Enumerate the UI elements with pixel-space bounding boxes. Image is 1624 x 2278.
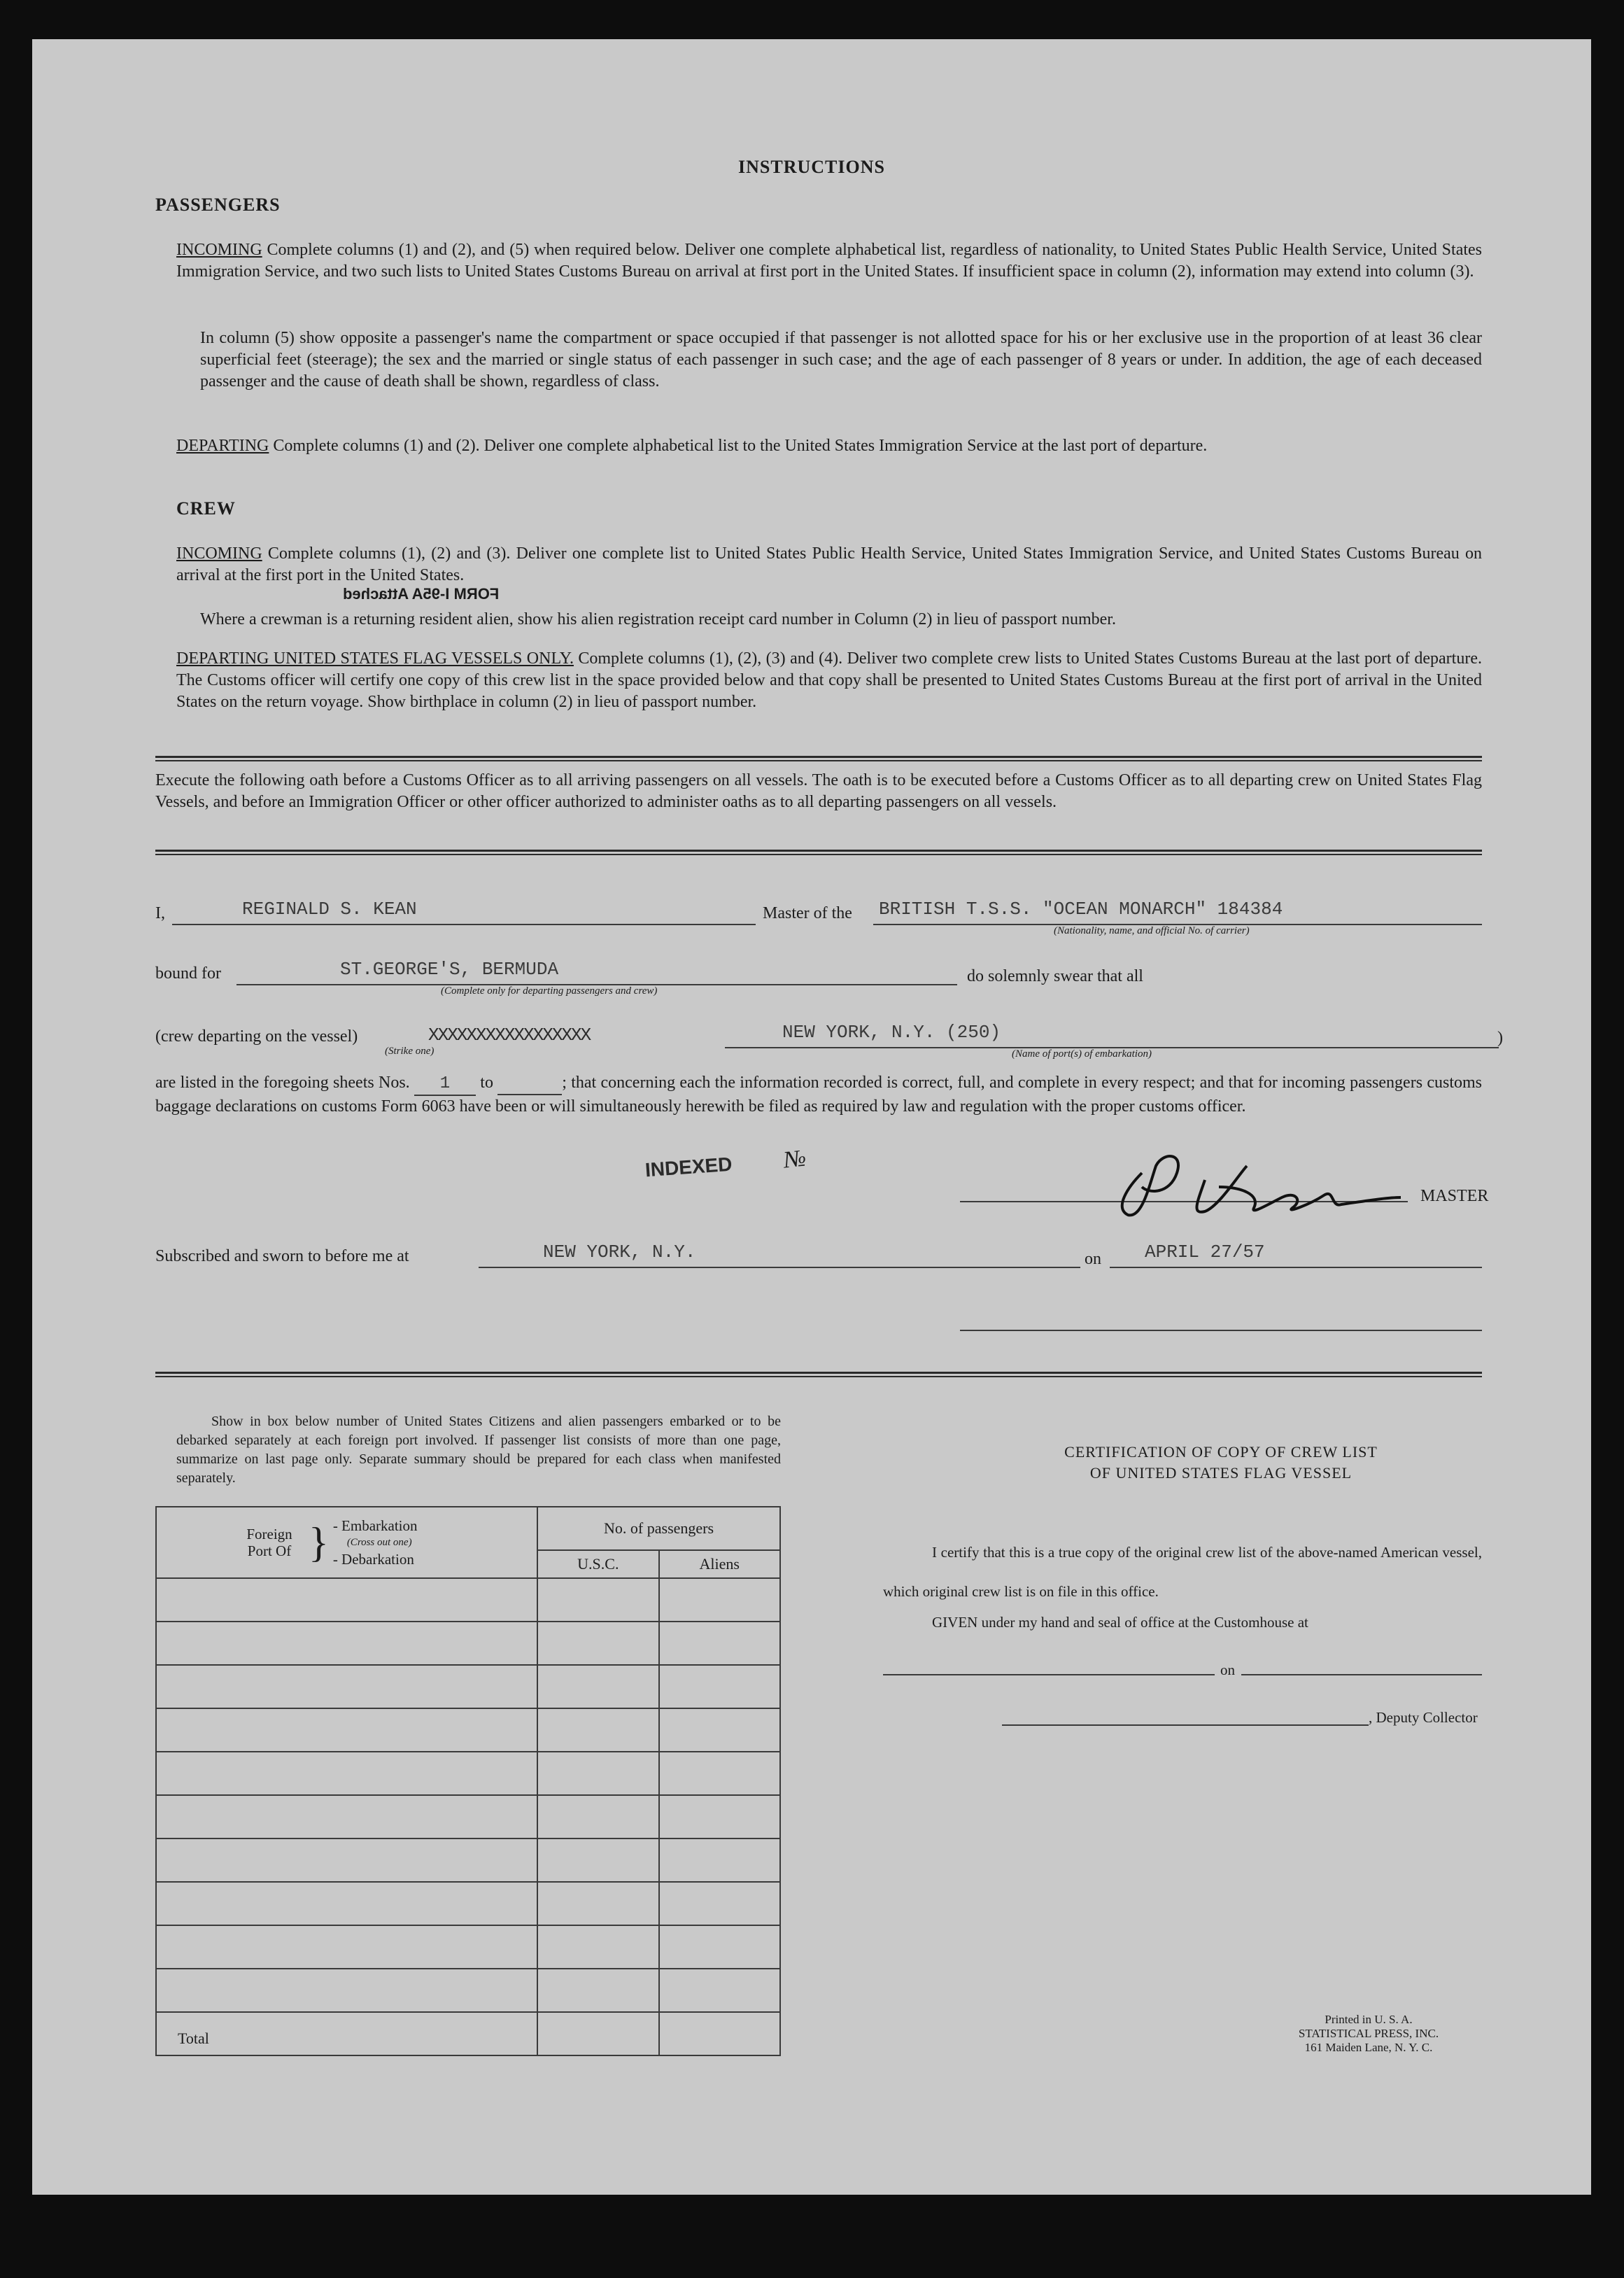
certify-text: I certify that this is a true copy of the original crew list of the above-named American vessel, which original crew list is on file in this office. bbox=[883, 1544, 1482, 1600]
cert-date-line[interactable] bbox=[1241, 1674, 1482, 1675]
aliens-cell[interactable] bbox=[659, 1969, 780, 2012]
crew-alien-text: Where a crewman is a returning resident alien, show his alien registration receipt card number in Column (2) in lieu of passport number. bbox=[200, 610, 1116, 628]
certification-title-line2: OF UNITED STATES FLAG VESSEL bbox=[1089, 1464, 1353, 1482]
customhouse-line[interactable] bbox=[883, 1674, 1215, 1675]
listed-rest: ; that concerning each the information recorded is correct, full, and complete in every respect; and that for incoming passengers customs baggage declarations on customs Form 6063 have been or will simultaneously herewith be filed as required by law and regulation with the proper customs officer. bbox=[155, 1074, 1483, 1116]
divider bbox=[155, 854, 1482, 855]
passenger-summary-table bbox=[155, 1506, 781, 2056]
usc-cell[interactable] bbox=[537, 1752, 658, 1795]
divider bbox=[155, 850, 1482, 852]
usc-header: U.S.C. bbox=[537, 1550, 658, 1578]
vessel-name: BRITISH T.S.S. "OCEAN MONARCH" 184384 bbox=[879, 899, 1283, 920]
table-row bbox=[156, 1708, 780, 1752]
subscribed-place: NEW YORK, N.Y. bbox=[543, 1242, 696, 1263]
brace-icon: } bbox=[309, 1519, 329, 1566]
table-row bbox=[156, 1622, 780, 1665]
usc-cell[interactable] bbox=[537, 1882, 658, 1925]
usc-cell[interactable] bbox=[537, 1795, 658, 1838]
table-row bbox=[156, 1925, 780, 1969]
crew-incoming-label: INCOMING bbox=[176, 544, 262, 563]
port-cell[interactable] bbox=[156, 1838, 537, 1882]
aliens-cell[interactable] bbox=[659, 1795, 780, 1838]
aliens-cell[interactable] bbox=[659, 1665, 780, 1708]
passengers-heading: PASSENGERS bbox=[155, 195, 281, 215]
aliens-cell[interactable] bbox=[659, 1622, 780, 1665]
passengers-departing-text: Complete columns (1) and (2). Deliver one complete alphabetical list to the United States Immigration Service at the last port of departure. bbox=[273, 437, 1208, 455]
cross-out-caption: (Cross out one) bbox=[346, 1537, 412, 1548]
divider bbox=[155, 1376, 1482, 1377]
indexed-initials: № bbox=[782, 1145, 807, 1174]
foreign-port-header bbox=[156, 1507, 537, 1578]
divider bbox=[155, 756, 1482, 758]
no-passengers-header: No. of passengers bbox=[537, 1507, 780, 1550]
table-row bbox=[156, 1578, 780, 1622]
printer-line2: STATISTICAL PRESS, INC. bbox=[1298, 2027, 1439, 2040]
master-label: MASTER bbox=[1420, 1187, 1489, 1205]
listed-label: are listed in the foregoing sheets Nos. bbox=[155, 1074, 410, 1092]
signature-text: R Kean bbox=[1100, 1145, 1103, 1146]
vessel-caption: (Nationality, name, and official No. of carrier) bbox=[1054, 925, 1250, 936]
subscribed-date: APRIL 27/57 bbox=[1145, 1242, 1265, 1263]
on-label: on bbox=[1085, 1250, 1101, 1268]
oath-i-label: I, bbox=[155, 904, 165, 922]
crew-incoming-text: Complete columns (1), (2) and (3). Deliver one complete list to United States Public Health Service, United States Immigration Service, and United States Customs Bureau on arrival at the first port in the United States. bbox=[176, 544, 1483, 584]
deputy-collector-label: , Deputy Collector bbox=[1369, 1709, 1478, 1726]
to-label: to bbox=[480, 1074, 493, 1092]
swear-label: do solemnly swear that all bbox=[967, 967, 1143, 985]
sheet-from: 1 bbox=[414, 1073, 476, 1096]
certification-title bbox=[960, 1442, 1482, 1484]
table-row bbox=[156, 1882, 780, 1925]
struck-out-text: XXXXXXXXXXXXXXXXX bbox=[428, 1025, 591, 1046]
port-cell[interactable] bbox=[156, 1969, 537, 2012]
embarkation-port: NEW YORK, N.Y. (250) bbox=[782, 1022, 1001, 1043]
passengers-departing-label: DEPARTING bbox=[176, 437, 269, 455]
port-cell[interactable] bbox=[156, 1882, 537, 1925]
embarkation-label: - Embarkation bbox=[332, 1517, 418, 1534]
port-cell[interactable] bbox=[156, 1708, 537, 1752]
port-cell[interactable] bbox=[156, 1795, 537, 1838]
master-name-line bbox=[172, 924, 756, 925]
sheet-to-blank bbox=[497, 1072, 562, 1095]
bound-for-value: ST.GEORGE'S, BERMUDA bbox=[340, 959, 559, 980]
crew-departing-section bbox=[176, 648, 1482, 736]
listed-paragraph bbox=[155, 1072, 1482, 1139]
table-row bbox=[156, 1752, 780, 1795]
printer-line3: 161 Maiden Lane, N. Y. C. bbox=[1304, 2041, 1433, 2054]
subscribed-label: Subscribed and sworn to before me at bbox=[155, 1247, 409, 1265]
port-cell[interactable] bbox=[156, 1622, 537, 1665]
bound-for-caption: (Complete only for departing passengers and crew) bbox=[441, 985, 658, 997]
usc-cell[interactable] bbox=[537, 1838, 658, 1882]
passengers-incoming-label: INCOMING bbox=[176, 241, 262, 259]
document-sheet bbox=[32, 39, 1591, 2195]
crew-heading: CREW bbox=[176, 498, 236, 519]
usc-cell[interactable] bbox=[537, 1925, 658, 1969]
divider bbox=[155, 760, 1482, 761]
summary-instructions: Show in box below number of United States Citizens and alien passengers embarked or to be debarked separately at each foreign port involved. If passenger list consists of more than one page, summarize on last page only. Separate summary should be prepared for each class when manifested separately. bbox=[176, 1414, 781, 1486]
cert-on-label: on bbox=[1220, 1661, 1235, 1678]
certification-title-line1: CERTIFICATION OF COPY OF CREW LIST bbox=[1064, 1443, 1378, 1461]
aliens-cell[interactable] bbox=[659, 1882, 780, 1925]
close-paren: ) bbox=[1497, 1029, 1503, 1047]
aliens-cell[interactable] bbox=[659, 1838, 780, 1882]
usc-cell[interactable] bbox=[537, 1969, 658, 2012]
table-row bbox=[156, 1969, 780, 2012]
printer-imprint bbox=[1264, 2013, 1474, 2055]
table-row bbox=[156, 1665, 780, 1708]
crew-incoming-section bbox=[176, 543, 1482, 588]
oath-intro: Execute the following oath before a Customs Officer as to all arriving passengers on all vessels. The oath is to be executed before a Customs Officer as to all departing crew on United States Flag Vessels, and before an Immigration Officer or other officer authorized to administer oaths as to all departing passengers on all vessels. bbox=[155, 771, 1482, 811]
instructions-title: INSTRUCTIONS bbox=[738, 157, 885, 177]
debarkation-label: - Debarkation bbox=[332, 1551, 414, 1568]
port-cell[interactable] bbox=[156, 1752, 537, 1795]
port-cell[interactable] bbox=[156, 1665, 537, 1708]
subscribed-date-line bbox=[1110, 1267, 1482, 1268]
officer-signature-line bbox=[960, 1330, 1482, 1331]
master-signature bbox=[1100, 1145, 1408, 1222]
total-aliens-cell[interactable] bbox=[659, 2012, 780, 2055]
master-of-label: Master of the bbox=[763, 904, 852, 922]
usc-cell[interactable] bbox=[537, 1708, 658, 1752]
usc-cell[interactable] bbox=[537, 1665, 658, 1708]
deputy-collector-line[interactable] bbox=[1002, 1724, 1369, 1726]
crew-departing-label: DEPARTING UNITED STATES FLAG VESSELS ONLY. bbox=[176, 649, 574, 668]
master-name: REGINALD S. KEAN bbox=[242, 899, 417, 920]
given-text: GIVEN under my hand and seal of office at the Customhouse at bbox=[932, 1614, 1308, 1631]
foreign-port-label: Foreign Port Of bbox=[246, 1526, 292, 1559]
aliens-cell[interactable] bbox=[659, 1708, 780, 1752]
strike-one-caption: (Strike one) bbox=[385, 1046, 435, 1057]
table-row bbox=[156, 1838, 780, 1882]
aliens-header: Aliens bbox=[659, 1550, 780, 1578]
usc-cell[interactable] bbox=[537, 1622, 658, 1665]
passengers-incoming-section bbox=[176, 239, 1482, 305]
aliens-cell[interactable] bbox=[659, 1578, 780, 1622]
form-i95a-stamp: FORM I-95A Attached bbox=[343, 585, 500, 603]
passengers-incoming-text: Complete columns (1) and (2), and (5) when required below. Deliver one complete alphabetical list, regardless of nationality, to United States Public Health Service, United States Immigration Service, and two such lists to United States Customs Bureau on arrival at first port in the United States. If insufficient space in column (2), information may extend into column (3). bbox=[176, 241, 1482, 281]
indexed-stamp: INDEXED bbox=[644, 1153, 733, 1181]
crew-departing-vessel-label: (crew departing on the vessel) bbox=[155, 1027, 358, 1046]
total-usc-cell[interactable] bbox=[537, 2012, 658, 2055]
aliens-cell[interactable] bbox=[659, 1925, 780, 1969]
bound-for-label: bound for bbox=[155, 964, 221, 983]
table-header-row bbox=[156, 1507, 780, 1550]
embarkation-caption: (Name of port(s) of embarkation) bbox=[1012, 1048, 1152, 1060]
aliens-cell[interactable] bbox=[659, 1752, 780, 1795]
total-label: Total bbox=[156, 2012, 537, 2055]
usc-cell[interactable] bbox=[537, 1578, 658, 1622]
divider bbox=[155, 1372, 1482, 1374]
passengers-column5-text: In column (5) show opposite a passenger's name the compartment or space occupied if that passenger is not allotted space for his or her exclusive use in the proportion of at least 36 clear superficial feet (steerage); the sex and the married or single status of each passenger in such case; and the age of each passenger of 8 years or under. In addition, the age of each deceased passenger and the cause of death shall be shown, regardless of class. bbox=[200, 329, 1482, 391]
table-row bbox=[156, 1795, 780, 1838]
crew-departing-text: Complete columns (1), (2), (3) and (4). Deliver two complete crew lists to United States Customs Bureau at the last port of departure. The Customs officer will certify one copy of this crew list in the space provided below and that copy shall be presented to United States Customs Bureau at the first port of arrival in the United States on the return voyage. Show birthplace in column (2) in lieu of passport number. bbox=[176, 649, 1482, 711]
port-cell[interactable] bbox=[156, 1925, 537, 1969]
port-cell[interactable] bbox=[156, 1578, 537, 1622]
passengers-departing-section bbox=[176, 435, 1482, 480]
subscribed-place-line bbox=[479, 1267, 1080, 1268]
printer-line1: Printed in U. S. A. bbox=[1325, 2013, 1413, 2026]
total-row bbox=[156, 2012, 780, 2055]
